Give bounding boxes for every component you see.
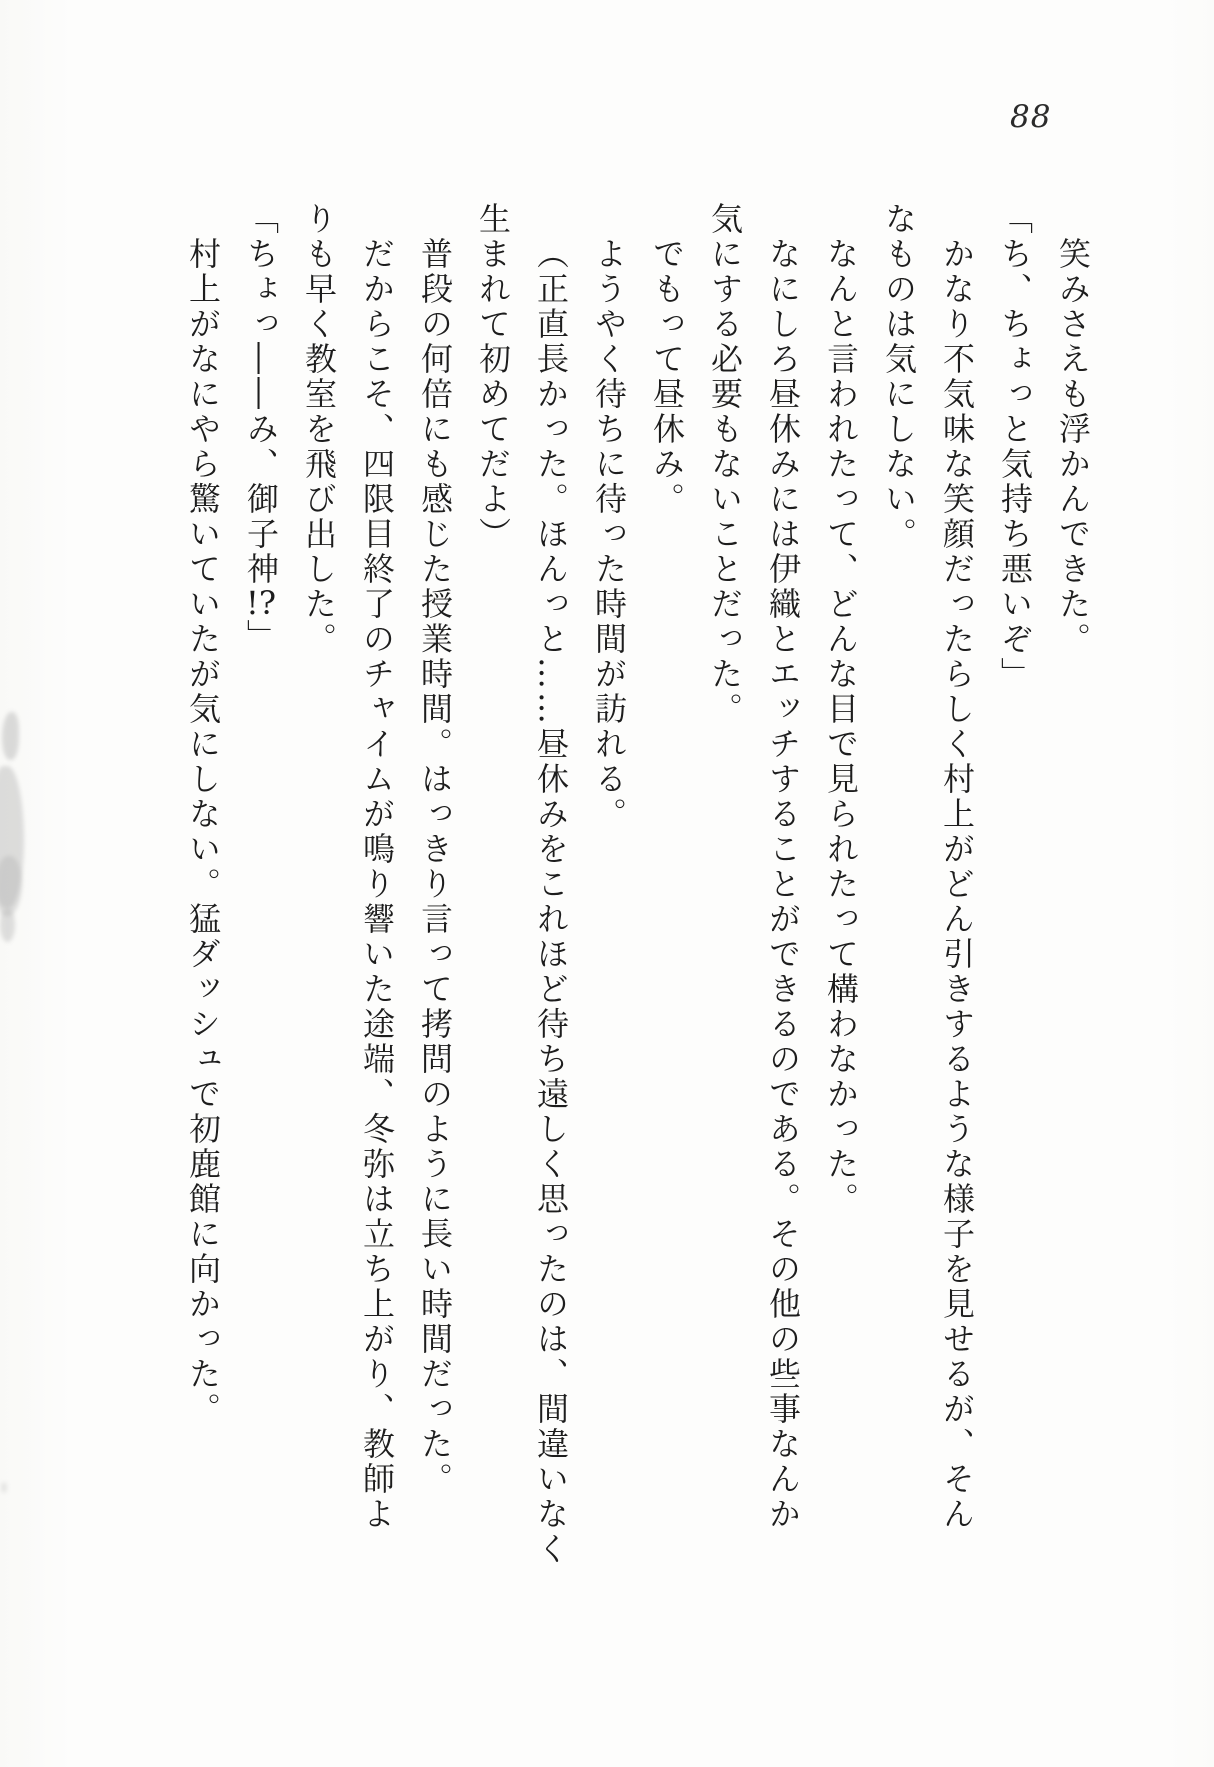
scan-artifact <box>0 856 22 916</box>
scan-artifact <box>0 908 15 942</box>
tatechuyoko: !? <box>245 587 276 619</box>
text-line: 気にする必要もないことだった。 <box>706 202 744 727</box>
text-line: かなり不気味な笑顔だったらしく村上がどん引きするような様子を見せるが、そん <box>938 237 976 1532</box>
text-line: 「ち、ちょっと気持ち悪いぞ」 <box>996 202 1034 692</box>
body-text <box>174 202 1102 1622</box>
text-line: （正直長かった。ほんっと……昼休みをこれほど待ち遠しく思ったのは、間違いなく <box>532 237 570 1567</box>
text-line: 生まれて初めてだよ） <box>474 202 512 552</box>
text-line: ようやく待ちに待った時間が訪れる。 <box>590 237 628 832</box>
text-line: 「ちょっ――み、御子神!?」 <box>242 202 280 654</box>
text-line: なんと言われたって、どんな目で見られたって構わなかった。 <box>822 237 860 1217</box>
text-line: 笑みさえも浮かんできた。 <box>1054 237 1092 657</box>
page-number: 88 <box>1010 99 1052 135</box>
text-line: なにしろ昼休みには伊織とエッチすることができるのである。その他の些事なんか <box>764 237 802 1532</box>
text-line: なものは気にしない。 <box>880 202 918 552</box>
scan-artifact <box>2 712 19 760</box>
text-line: でもって昼休み。 <box>648 237 686 517</box>
text-line: 村上がなにやら驚いていたが気にしない。猛ダッシュで初鹿館に向かった。 <box>184 237 222 1427</box>
scan-artifact <box>1 1482 7 1493</box>
text-line: 普段の何倍にも感じた授業時間。はっきり言って拷問のように長い時間だった。 <box>416 237 454 1497</box>
text-line: だからこそ、四限目終了のチャイムが鳴り響いた途端、冬弥は立ち上がり、教師よ <box>358 237 396 1532</box>
text-line: りも早く教室を飛び出した。 <box>300 202 338 657</box>
